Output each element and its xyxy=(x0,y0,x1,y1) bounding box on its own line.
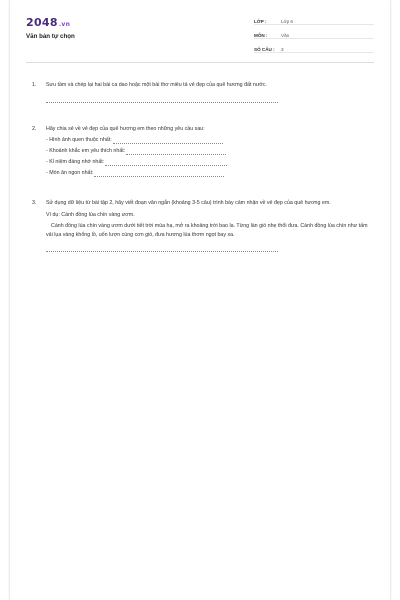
meta-label: MÔN : xyxy=(254,33,268,38)
sub-item xyxy=(46,158,368,167)
sub-item xyxy=(46,147,368,156)
document-title: Văn bản tự chọn xyxy=(26,33,75,40)
meta-value: Lớp 6 xyxy=(281,19,293,24)
question-text: Sưu tầm và chép lại hai bài ca dao hoặc một bài thơ miêu tả vẻ đẹp của quê hương đất nước. xyxy=(46,82,267,88)
answer-line[interactable] xyxy=(94,170,224,177)
question-body xyxy=(46,199,368,252)
example-label: Ví dụ: Cánh đồng lúa chín vàng ươm. xyxy=(46,211,135,218)
meta-label: LỚP : xyxy=(254,19,267,24)
question-number: 1. xyxy=(32,82,37,88)
answer-line[interactable] xyxy=(126,148,226,155)
answer-line[interactable] xyxy=(105,159,227,166)
worksheet-page xyxy=(10,0,390,600)
meta-info xyxy=(254,14,374,62)
question-list xyxy=(26,63,374,252)
site-logo[interactable] xyxy=(26,16,75,29)
worksheet-header xyxy=(26,0,374,62)
logo-main: 2048 xyxy=(26,16,58,29)
example-text: Cánh đồng lúa chín vàng ươm dưới tiết trời mùa hạ, mở ra khoảng trời bao la. Từng làn gió nhẹ thổi đưa. Cánh đồng lúa chín như tấm vải lụa vàng khổng lồ, uốn lượn cùng cơn gió, đưa hương lúa thơm ngọt bay xa. xyxy=(46,223,368,238)
meta-row-class xyxy=(254,14,374,25)
sub-item-label: - Khoảnh khắc em yêu thích nhất: xyxy=(46,147,126,154)
meta-row-count xyxy=(254,42,374,53)
question-3 xyxy=(32,199,368,252)
question-body xyxy=(46,81,368,103)
question-text: Hãy chia sẻ về vẻ đẹp của quê hương em theo những yêu cầu sau: xyxy=(46,125,205,132)
answer-line[interactable] xyxy=(46,96,278,103)
sub-item xyxy=(46,169,368,178)
sub-item-label: - Hình ảnh quen thuộc nhất: xyxy=(46,136,112,143)
question-number: 3. xyxy=(32,200,37,206)
question-1 xyxy=(32,81,368,103)
answer-line[interactable] xyxy=(113,137,223,144)
question-number: 2. xyxy=(32,125,37,132)
sub-item-label: - Món ăn ngon nhất: xyxy=(46,169,94,176)
brand-block xyxy=(26,16,75,62)
sub-item-label: - Kỉ niệm đáng nhớ nhất: xyxy=(46,158,105,165)
meta-row-subject xyxy=(254,28,374,39)
question-body xyxy=(46,125,368,178)
question-2 xyxy=(32,125,368,178)
answer-line[interactable] xyxy=(46,245,278,252)
meta-value: 3 xyxy=(281,47,284,52)
logo-suffix: .vn xyxy=(58,21,71,28)
sub-item xyxy=(46,136,368,145)
question-text: Sử dụng dữ liệu từ bài tập 2, hãy viết đoạn văn ngắn (khoảng 3-5 câu) trình bày cảm nhận về vẻ đẹp của quê hương em. xyxy=(46,200,331,206)
meta-label: SỐ CÂU : xyxy=(254,47,275,52)
meta-value: Văn xyxy=(281,33,290,38)
